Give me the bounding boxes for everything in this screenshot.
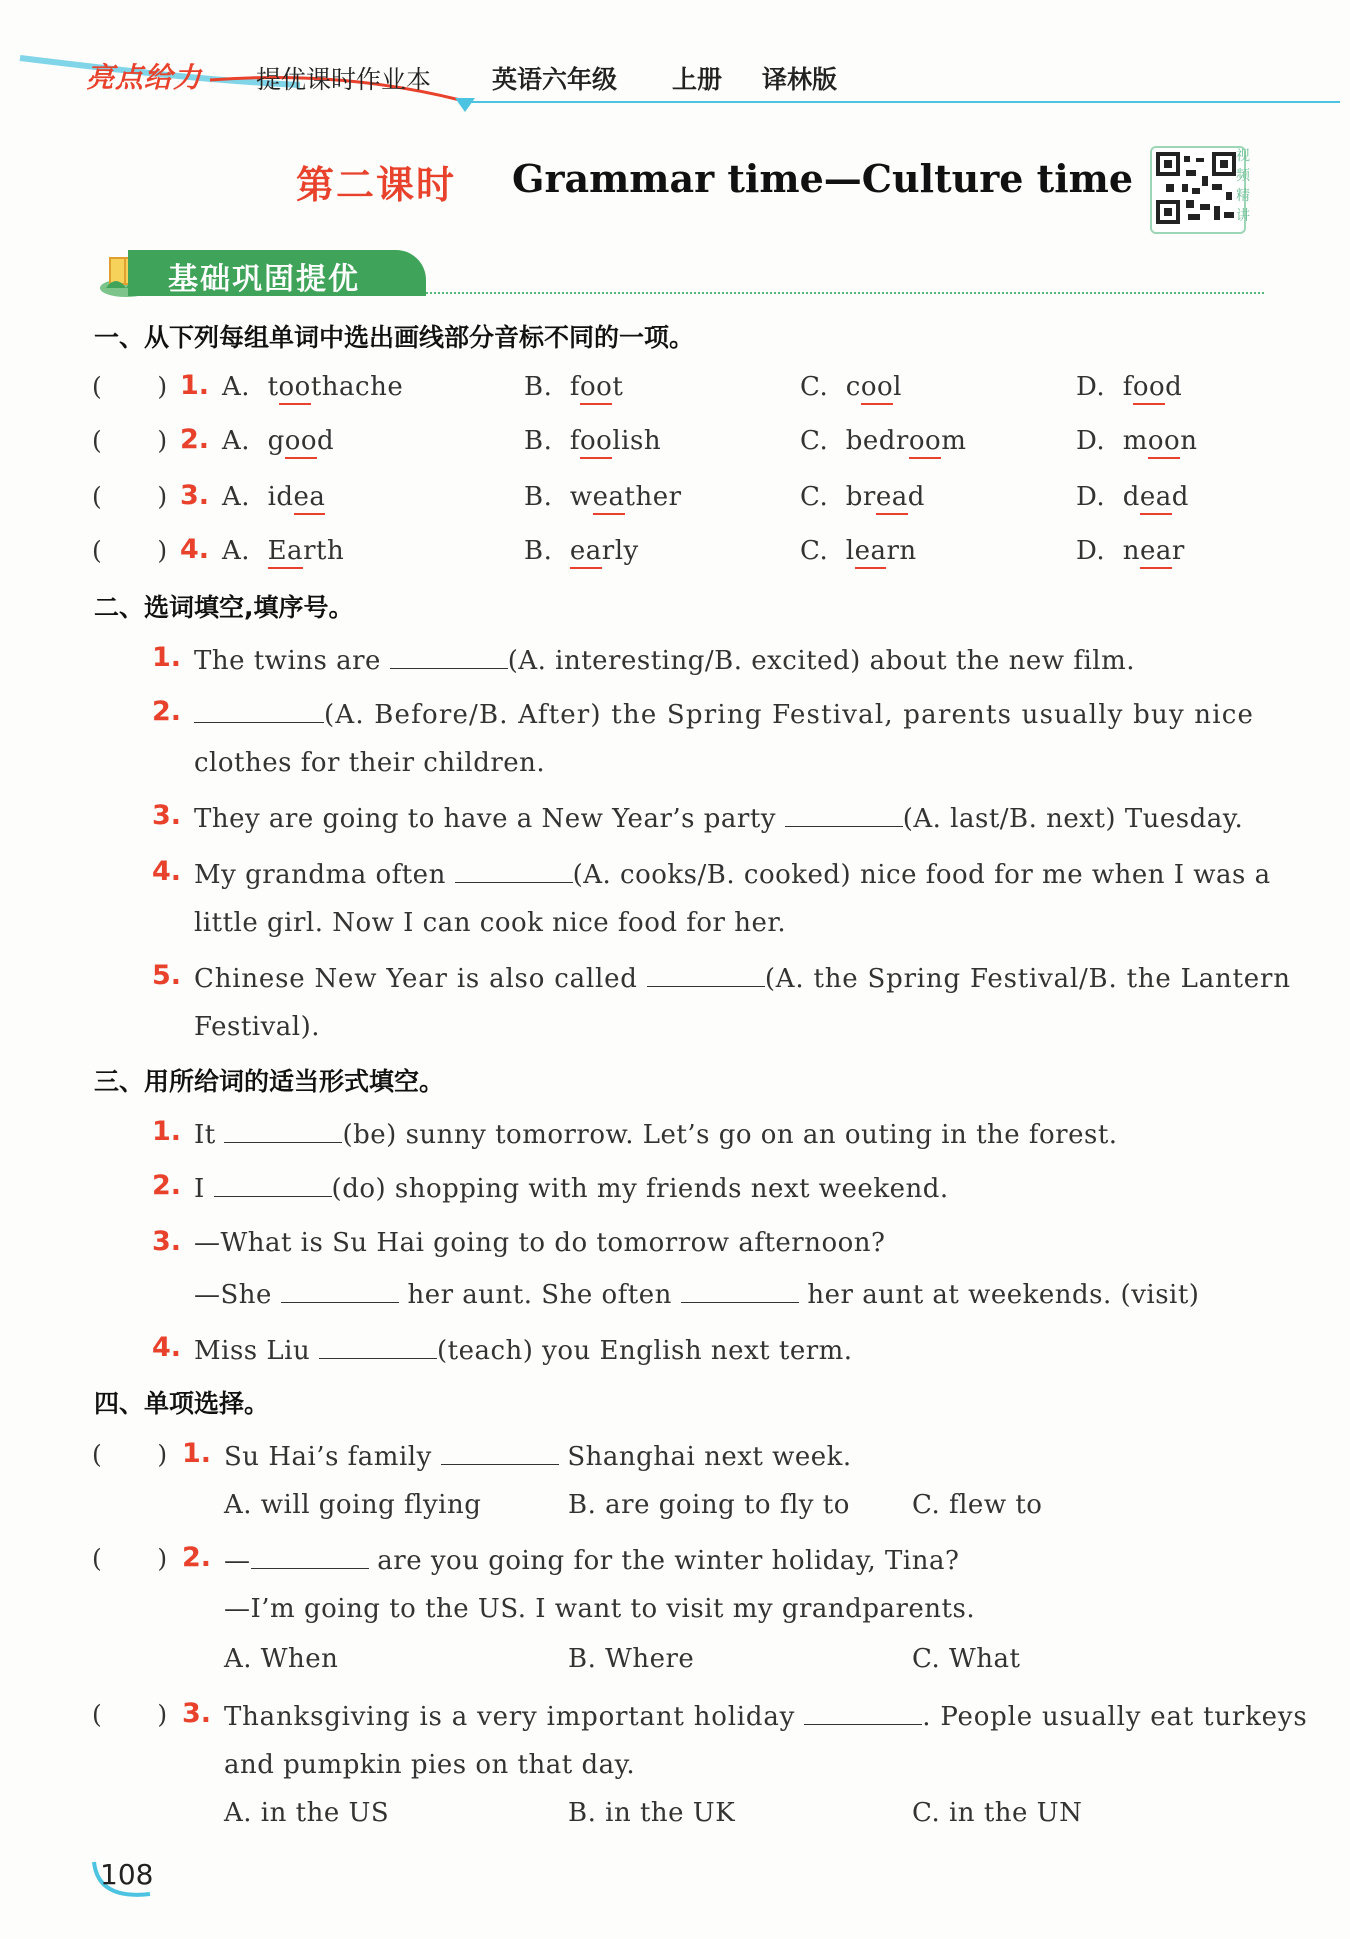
answer-blank[interactable] — [785, 802, 903, 827]
answer-blank[interactable] — [390, 644, 508, 669]
question-continuation: clothes for their children. — [194, 748, 546, 778]
question-number: 4. — [152, 856, 182, 887]
option-a: A. When — [224, 1644, 339, 1674]
option-b: B. foot — [524, 372, 623, 402]
question-stem: I — [194, 1174, 205, 1204]
qr-label-char: 精 — [1236, 188, 1250, 204]
question-continuation: and pumpkin pies on that day. — [224, 1750, 636, 1780]
question-number: 3. — [152, 800, 182, 831]
answer-blank[interactable] — [319, 1334, 437, 1359]
option-a: A. toothache — [222, 372, 403, 402]
question-stem: — — [224, 1546, 251, 1576]
question-number: 3. — [180, 480, 210, 511]
option-a: A. will going flying — [224, 1490, 482, 1520]
question-text — [194, 698, 1254, 730]
option-c: C. What — [912, 1644, 1021, 1674]
answer-blank[interactable] — [681, 1278, 799, 1303]
question-stem: Chinese New Year is also called — [194, 964, 638, 994]
question-rest: (do) shopping with my friends next weekend. — [331, 1174, 949, 1204]
banner-title: 基础巩固提优 — [168, 262, 360, 297]
option-c: C. learn — [800, 536, 917, 566]
question-number: 5. — [152, 960, 182, 991]
question-stem: Thanksgiving is a very important holiday — [224, 1702, 796, 1732]
question-rest: Shanghai next week. — [567, 1442, 852, 1472]
answer-blank[interactable] — [214, 1172, 332, 1197]
question-stem: It — [194, 1120, 216, 1150]
option-b: B. foolish — [524, 426, 661, 456]
option-b: B. in the UK — [568, 1798, 736, 1828]
answer-blank[interactable] — [647, 962, 765, 987]
option-d: D. food — [1076, 372, 1182, 402]
answer-blank[interactable] — [281, 1278, 399, 1303]
option-a: A. in the US — [224, 1798, 390, 1828]
option-d: D. dead — [1076, 482, 1189, 512]
question-number: 3. — [182, 1698, 212, 1729]
question-number: 1. — [180, 370, 210, 401]
answer-stem: —She — [194, 1280, 272, 1310]
answer-mid: her aunt. She often — [407, 1280, 672, 1310]
option-b: B. weather — [524, 482, 682, 512]
question-options: (A. the Spring Festival/B. the Lantern — [764, 964, 1291, 994]
section1-title: 一、从下列每组单词中选出画线部分音标不同的一项。 — [94, 323, 695, 352]
question-number: 2. — [182, 1542, 212, 1573]
answer-rest: her aunt at weekends. (visit) — [807, 1280, 1200, 1310]
answer-blank[interactable] — [194, 698, 324, 723]
answer-bracket[interactable]: ( ) — [92, 536, 168, 565]
question-options: (A. last/B. next) Tuesday. — [902, 804, 1244, 834]
question-number: 2. — [152, 696, 182, 727]
option-a: A. idea — [222, 482, 325, 512]
answer-bracket[interactable]: ( ) — [92, 1700, 168, 1729]
question-number: 2. — [180, 424, 210, 455]
volume-label: 上册 — [672, 65, 723, 94]
qr-label-char: 频 — [1236, 168, 1250, 184]
answer-blank[interactable] — [441, 1440, 559, 1465]
section4-title: 四、单项选择。 — [94, 1389, 270, 1418]
question-text — [194, 644, 1135, 676]
option-b: B. early — [524, 536, 639, 566]
option-d: D. near — [1076, 536, 1185, 566]
question-text — [194, 1334, 853, 1366]
question-number: 4. — [152, 1332, 182, 1363]
question-rest: (teach) you English next term. — [436, 1336, 853, 1366]
answer-blank[interactable] — [251, 1544, 369, 1569]
qr-label — [1236, 146, 1258, 226]
lesson-title: Grammar time—Culture time — [512, 156, 1134, 201]
option-a: A. Earth — [222, 536, 344, 566]
question-text — [194, 1172, 949, 1204]
section2-title: 二、选词填空,填序号。 — [94, 593, 354, 622]
option-c: C. bread — [800, 482, 925, 512]
option-b: B. are going to fly to — [568, 1490, 850, 1520]
grade-label: 英语六年级 — [492, 65, 618, 94]
section3-title: 三、用所给词的适当形式填空。 — [94, 1067, 445, 1096]
answer-bracket[interactable]: ( ) — [92, 372, 168, 401]
page-number: 108 — [100, 1858, 154, 1891]
question-text — [194, 858, 1271, 890]
question-number: 1. — [152, 642, 182, 673]
question-rest: . People usually eat turkeys — [922, 1702, 1308, 1732]
qr-code-icon[interactable] — [1150, 146, 1246, 234]
answer-bracket[interactable]: ( ) — [92, 1440, 168, 1469]
answer-blank[interactable] — [804, 1700, 922, 1725]
brand-logo: 亮点给力 — [86, 61, 203, 94]
answer-bracket[interactable]: ( ) — [92, 482, 168, 511]
question-number: 3. — [152, 1226, 182, 1257]
answer-bracket[interactable]: ( ) — [92, 426, 168, 455]
question-text — [194, 1118, 1118, 1150]
question-options: (A. Before/B. After) the Spring Festival, parents usually buy nice — [324, 700, 1255, 730]
answer-blank[interactable] — [224, 1118, 342, 1143]
question-text: —What is Su Hai going to do tomorrow afternoon? — [194, 1228, 886, 1258]
question-text — [224, 1440, 852, 1472]
question-number: 2. — [152, 1170, 182, 1201]
question-number: 1. — [182, 1438, 212, 1469]
option-a: A. good — [222, 426, 334, 456]
question-stem: They are going to have a New Year’s party — [194, 804, 776, 834]
question-options: (A. interesting/B. excited) about the new film. — [507, 646, 1135, 676]
banner-divider — [426, 292, 1264, 294]
answer-line — [194, 1278, 1199, 1310]
question-text — [224, 1700, 1307, 1732]
question-number: 1. — [152, 1116, 182, 1147]
question-continuation: —I’m going to the US. I want to visit my grandparents. — [224, 1594, 976, 1624]
question-stem: The twins are — [194, 646, 381, 676]
option-c: C. in the UN — [912, 1798, 1083, 1828]
answer-blank[interactable] — [455, 858, 573, 883]
question-text — [194, 802, 1243, 834]
option-c: C. flew to — [912, 1490, 1043, 1520]
question-text — [224, 1544, 959, 1576]
question-rest: are you going for the winter holiday, Tina? — [377, 1546, 960, 1576]
edition-label: 译林版 — [762, 65, 838, 94]
option-c: C. cool — [800, 372, 902, 402]
option-d: D. moon — [1076, 426, 1197, 456]
qr-label-char: 讲 — [1236, 208, 1250, 224]
question-text — [194, 962, 1291, 994]
lesson-number: 第二课时 — [296, 163, 457, 207]
qr-label-char: 视 — [1236, 148, 1250, 164]
series-name: 提优课时作业本 — [256, 65, 432, 94]
question-continuation: little girl. Now I can cook nice food for her. — [194, 908, 787, 938]
question-number: 4. — [180, 534, 210, 565]
question-rest: (be) sunny tomorrow. Let’s go on an outing in the forest. — [342, 1120, 1118, 1150]
question-stem: Su Hai’s family — [224, 1442, 432, 1472]
option-c: C. bedroom — [800, 426, 966, 456]
question-continuation: Festival). — [194, 1012, 321, 1042]
option-b: B. Where — [568, 1644, 695, 1674]
question-options: (A. cooks/B. cooked) nice food for me when I was a — [572, 860, 1271, 890]
answer-bracket[interactable]: ( ) — [92, 1544, 168, 1573]
question-stem: Miss Liu — [194, 1336, 311, 1366]
question-stem: My grandma often — [194, 860, 446, 890]
